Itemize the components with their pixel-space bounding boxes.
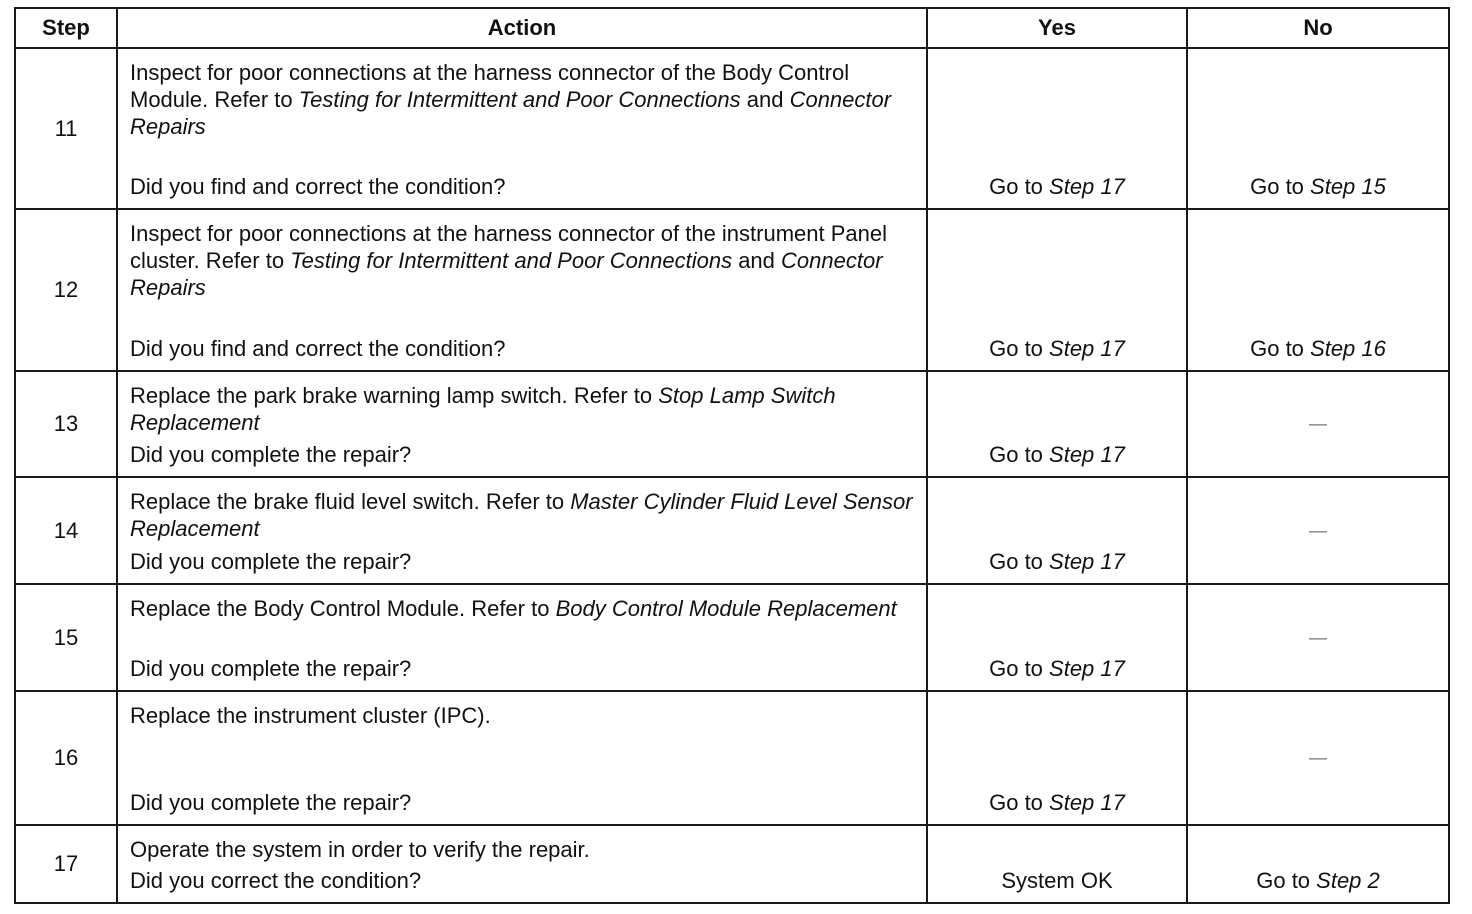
yes-result: Go to Step 17 [989, 174, 1125, 199]
yes-result: Go to Step 17 [989, 790, 1125, 815]
table-row [15, 48, 1449, 209]
step-number: 14 [15, 477, 117, 584]
action-text: Replace the Body Control Module. Refer to Body Control Module Replacement [130, 596, 897, 621]
question-text: Did you correct the condition? [130, 868, 422, 893]
no-result-dash: — [1309, 520, 1327, 540]
action-cell [117, 48, 927, 209]
table-row [15, 691, 1449, 825]
question-text: Did you find and correct the condition? [130, 174, 506, 199]
step-number: 11 [15, 48, 117, 209]
no-cell [1187, 825, 1449, 903]
step-number: 13 [15, 371, 117, 477]
header-yes: Yes [927, 8, 1187, 48]
table-row [15, 371, 1449, 477]
header-step: Step [15, 8, 117, 48]
no-result-dash: — [1309, 627, 1327, 647]
yes-cell [927, 584, 1187, 691]
question-text: Did you complete the repair? [130, 790, 412, 815]
step-number: 12 [15, 209, 117, 371]
action-cell [117, 371, 927, 477]
no-result-dash: — [1309, 413, 1327, 434]
no-cell [1187, 584, 1449, 691]
yes-cell [927, 825, 1187, 903]
action-cell [117, 691, 927, 825]
no-result: Go to Step 16 [1250, 336, 1386, 361]
no-cell [1187, 48, 1449, 209]
action-text: Operate the system in order to verify the repair. [130, 837, 590, 862]
action-text: Replace the park brake warning lamp switch. Refer to Stop Lamp Switch Replacement [130, 383, 836, 435]
table-row [15, 477, 1449, 584]
yes-cell [927, 48, 1187, 209]
yes-result: Go to Step 17 [989, 336, 1125, 361]
yes-result: System OK [1001, 868, 1113, 893]
no-result-dash: — [1309, 747, 1327, 768]
no-result: Go to Step 2 [1256, 868, 1380, 893]
step-number: 16 [15, 691, 117, 825]
header-action: Action [117, 8, 927, 48]
no-cell [1187, 691, 1449, 825]
yes-cell [927, 371, 1187, 477]
yes-cell [927, 691, 1187, 825]
table-row [15, 209, 1449, 371]
table-row [15, 584, 1449, 691]
diagnostic-table [14, 7, 1450, 904]
question-text: Did you complete the repair? [130, 442, 412, 467]
step-number: 17 [15, 825, 117, 903]
no-result: Go to Step 15 [1250, 174, 1386, 199]
no-cell [1187, 371, 1449, 477]
question-text: Did you complete the repair? [130, 656, 412, 681]
question-text: Did you complete the repair? [130, 549, 412, 574]
no-cell [1187, 209, 1449, 371]
no-cell [1187, 477, 1449, 584]
yes-result: Go to Step 17 [989, 442, 1125, 467]
step-number: 15 [15, 584, 117, 691]
yes-cell [927, 209, 1187, 371]
action-text: Inspect for poor connections at the harness connector of the Body Control Module. Refer to Testing for Intermittent and Poor Connections and Connector Repairs [130, 60, 892, 139]
action-text: Inspect for poor connections at the harness connector of the instrument Panel cluster. Refer to Testing for Intermittent and Poor Connections and Connector Repairs [130, 221, 888, 300]
header-no: No [1187, 8, 1449, 48]
action-text: Replace the instrument cluster (IPC). [130, 703, 491, 728]
yes-result: Go to Step 17 [989, 549, 1125, 574]
action-cell [117, 584, 927, 691]
action-text: Replace the brake fluid level switch. Refer to Master Cylinder Fluid Level Sensor Replacement [130, 489, 913, 541]
action-cell [117, 825, 927, 903]
yes-cell [927, 477, 1187, 584]
action-cell [117, 477, 927, 584]
action-cell [117, 209, 927, 371]
question-text: Did you find and correct the condition? [130, 336, 506, 361]
header-row [15, 8, 1449, 48]
table-row [15, 825, 1449, 903]
yes-result: Go to Step 17 [989, 656, 1125, 681]
